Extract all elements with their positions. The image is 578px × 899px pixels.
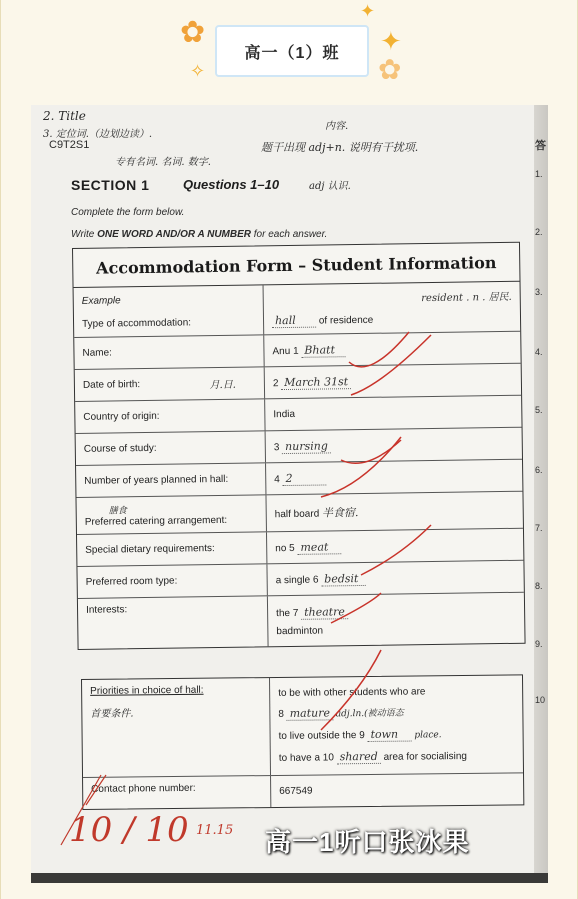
field-label: Preferred room type:	[77, 564, 267, 598]
handwritten-note: 内容.	[325, 121, 349, 132]
field-label: Course of study:	[76, 431, 266, 465]
answer-blank[interactable]: meat	[297, 540, 341, 555]
form-row: Preferred room type: a single 6 bedsit	[77, 561, 523, 599]
field-label: Interests:	[78, 596, 269, 649]
field-label: Contact phone number:	[83, 776, 271, 809]
form-row: Example Type of accommodation: resident . n . 居民. hall of residence	[74, 282, 521, 338]
field-label: Special dietary requirements:	[77, 532, 267, 566]
handwritten-note: 首要条件.	[90, 708, 134, 720]
answer-blank[interactable]: bedsit	[321, 571, 365, 586]
form-row: Priorities in choice of hall: 首要条件. to be with other students who are 8 mature adj.ln.(被动语态 to live outside the 9 town place. to have a 10 shared area for socialising	[82, 675, 523, 778]
section-heading: SECTION 1	[71, 177, 150, 193]
section-questions: Questions 1–10	[183, 177, 280, 192]
form-row: 膳食 Preferred catering arrangement: half board 半食宿.	[76, 492, 522, 535]
field-value: badminton	[276, 625, 324, 637]
grading-marks	[31, 105, 548, 883]
field-value: to be with other students who are	[278, 686, 426, 699]
photo-caption: 高一1听口张冰果	[265, 827, 470, 857]
field-label: Date of birth:	[82, 379, 141, 391]
field-value: India	[273, 408, 296, 421]
instruction: Complete the form below.	[71, 207, 185, 218]
handwritten-date: 10 / 10	[69, 810, 189, 850]
handwritten-note: 月.日.	[209, 379, 237, 392]
answer-blank[interactable]: mature	[287, 706, 333, 720]
answer-blank[interactable]: shared	[337, 750, 381, 764]
field-value: 667549	[279, 785, 313, 797]
handwritten-note: place.	[414, 730, 442, 741]
instruction: Write ONE WORD AND/OR A NUMBER for each answer.	[71, 229, 328, 240]
handwritten-note: adj.ln.(被动语态	[335, 708, 404, 720]
handwritten-note: 3. 定位词.（边划边读）.	[43, 129, 153, 140]
worksheet-photo: 2. Title 3. 定位词.（边划边读）. C9T2S1 专有名词. 名词. 数字. 内容. 题干出现 adj+n. 说明有干扰项. adj 认识. SECTION 1 Questions 1–10 Complete the form below. Write ONE WORD AND/OR A NUMBER for each answer. Accommodation Form – Student Information Example Type of accommodation: resident . n . 居民. hall of residence Name: Anu 1 Bhatt Date of birth: 月.日. 2 March 31st Country of origin: India Course of study: 3 nursing Number of years planned in hall: 4 2 膳食 Preferred catering arrangement: half board 半食宿. Special dietary requirements: no 5 meat Preferred room type: a single 6 bedsit Interests: the 7 theatre badminton Priorities in choice of hall: 首要条件. to be with other students who are 8 mature adj.ln.(被动语态 to live outside the 9 town place. to have a 10 shared area for socialising Contact phone number: 667549 答 1. 2. 3. 4. 5. 6. 7. 8. 9. 10 10 / 10 11.15 高一1听口张冰果	[31, 105, 548, 883]
sparkle-icon: ✦	[360, 1, 376, 21]
form-row: Course of study: 3 nursing	[76, 428, 522, 466]
field-label: Country of origin:	[75, 399, 265, 433]
photo-bottom-edge	[31, 873, 548, 883]
form-title: Accommodation Form – Student Information	[73, 243, 520, 288]
answer-blank[interactable]: 2	[282, 471, 326, 486]
field-label: Priorities in choice of hall:	[90, 684, 204, 697]
form-row: Number of years planned in hall: 4 2	[76, 460, 522, 498]
form-row: Special dietary requirements: no 5 meat	[77, 529, 523, 567]
answer-blank[interactable]: theatre	[301, 605, 348, 620]
answer-blank[interactable]: town	[367, 728, 411, 742]
field-label: Name:	[74, 335, 264, 369]
example-label: Example	[81, 294, 121, 307]
margin-label: 答	[535, 140, 546, 152]
answer-blank[interactable]: March 31st	[281, 375, 351, 390]
field-label: Type of accommodation:	[81, 316, 192, 330]
answer-blank[interactable]: hall	[272, 314, 316, 329]
flower-icon: ✿	[378, 54, 402, 85]
handwritten-note: 半食宿.	[321, 506, 359, 520]
handwritten-note: 2. Title	[43, 109, 86, 123]
answer-blank[interactable]: nursing	[282, 439, 331, 454]
handwritten-note: adj 认识.	[309, 181, 351, 192]
handwritten-time: 11.15	[196, 823, 234, 838]
form-row: Interests: the 7 theatre badminton	[78, 593, 525, 649]
handwritten-note: 膳食	[108, 506, 127, 517]
form-row: Date of birth: 月.日. 2 March 31st	[75, 364, 521, 402]
star-icon: ✧	[190, 61, 206, 81]
handwritten-note: 题干出现 adj+n. 说明有干扰项.	[261, 141, 419, 154]
handwritten-code: C9T2S1	[49, 139, 90, 151]
form-row: Name: Anu 1 Bhatt	[74, 332, 520, 370]
handwritten-note: resident . n . 居民.	[421, 291, 512, 305]
answer-blank[interactable]: Bhatt	[301, 343, 345, 358]
field-label: Preferred catering arrangement:	[84, 514, 228, 528]
class-badge: 高一（1）班	[215, 25, 369, 77]
flower-icon: ✿	[180, 16, 206, 49]
star-icon: ✦	[380, 26, 402, 56]
handwritten-note: 专有名词. 名词. 数字.	[115, 157, 211, 168]
field-label: Number of years planned in hall:	[76, 463, 266, 497]
